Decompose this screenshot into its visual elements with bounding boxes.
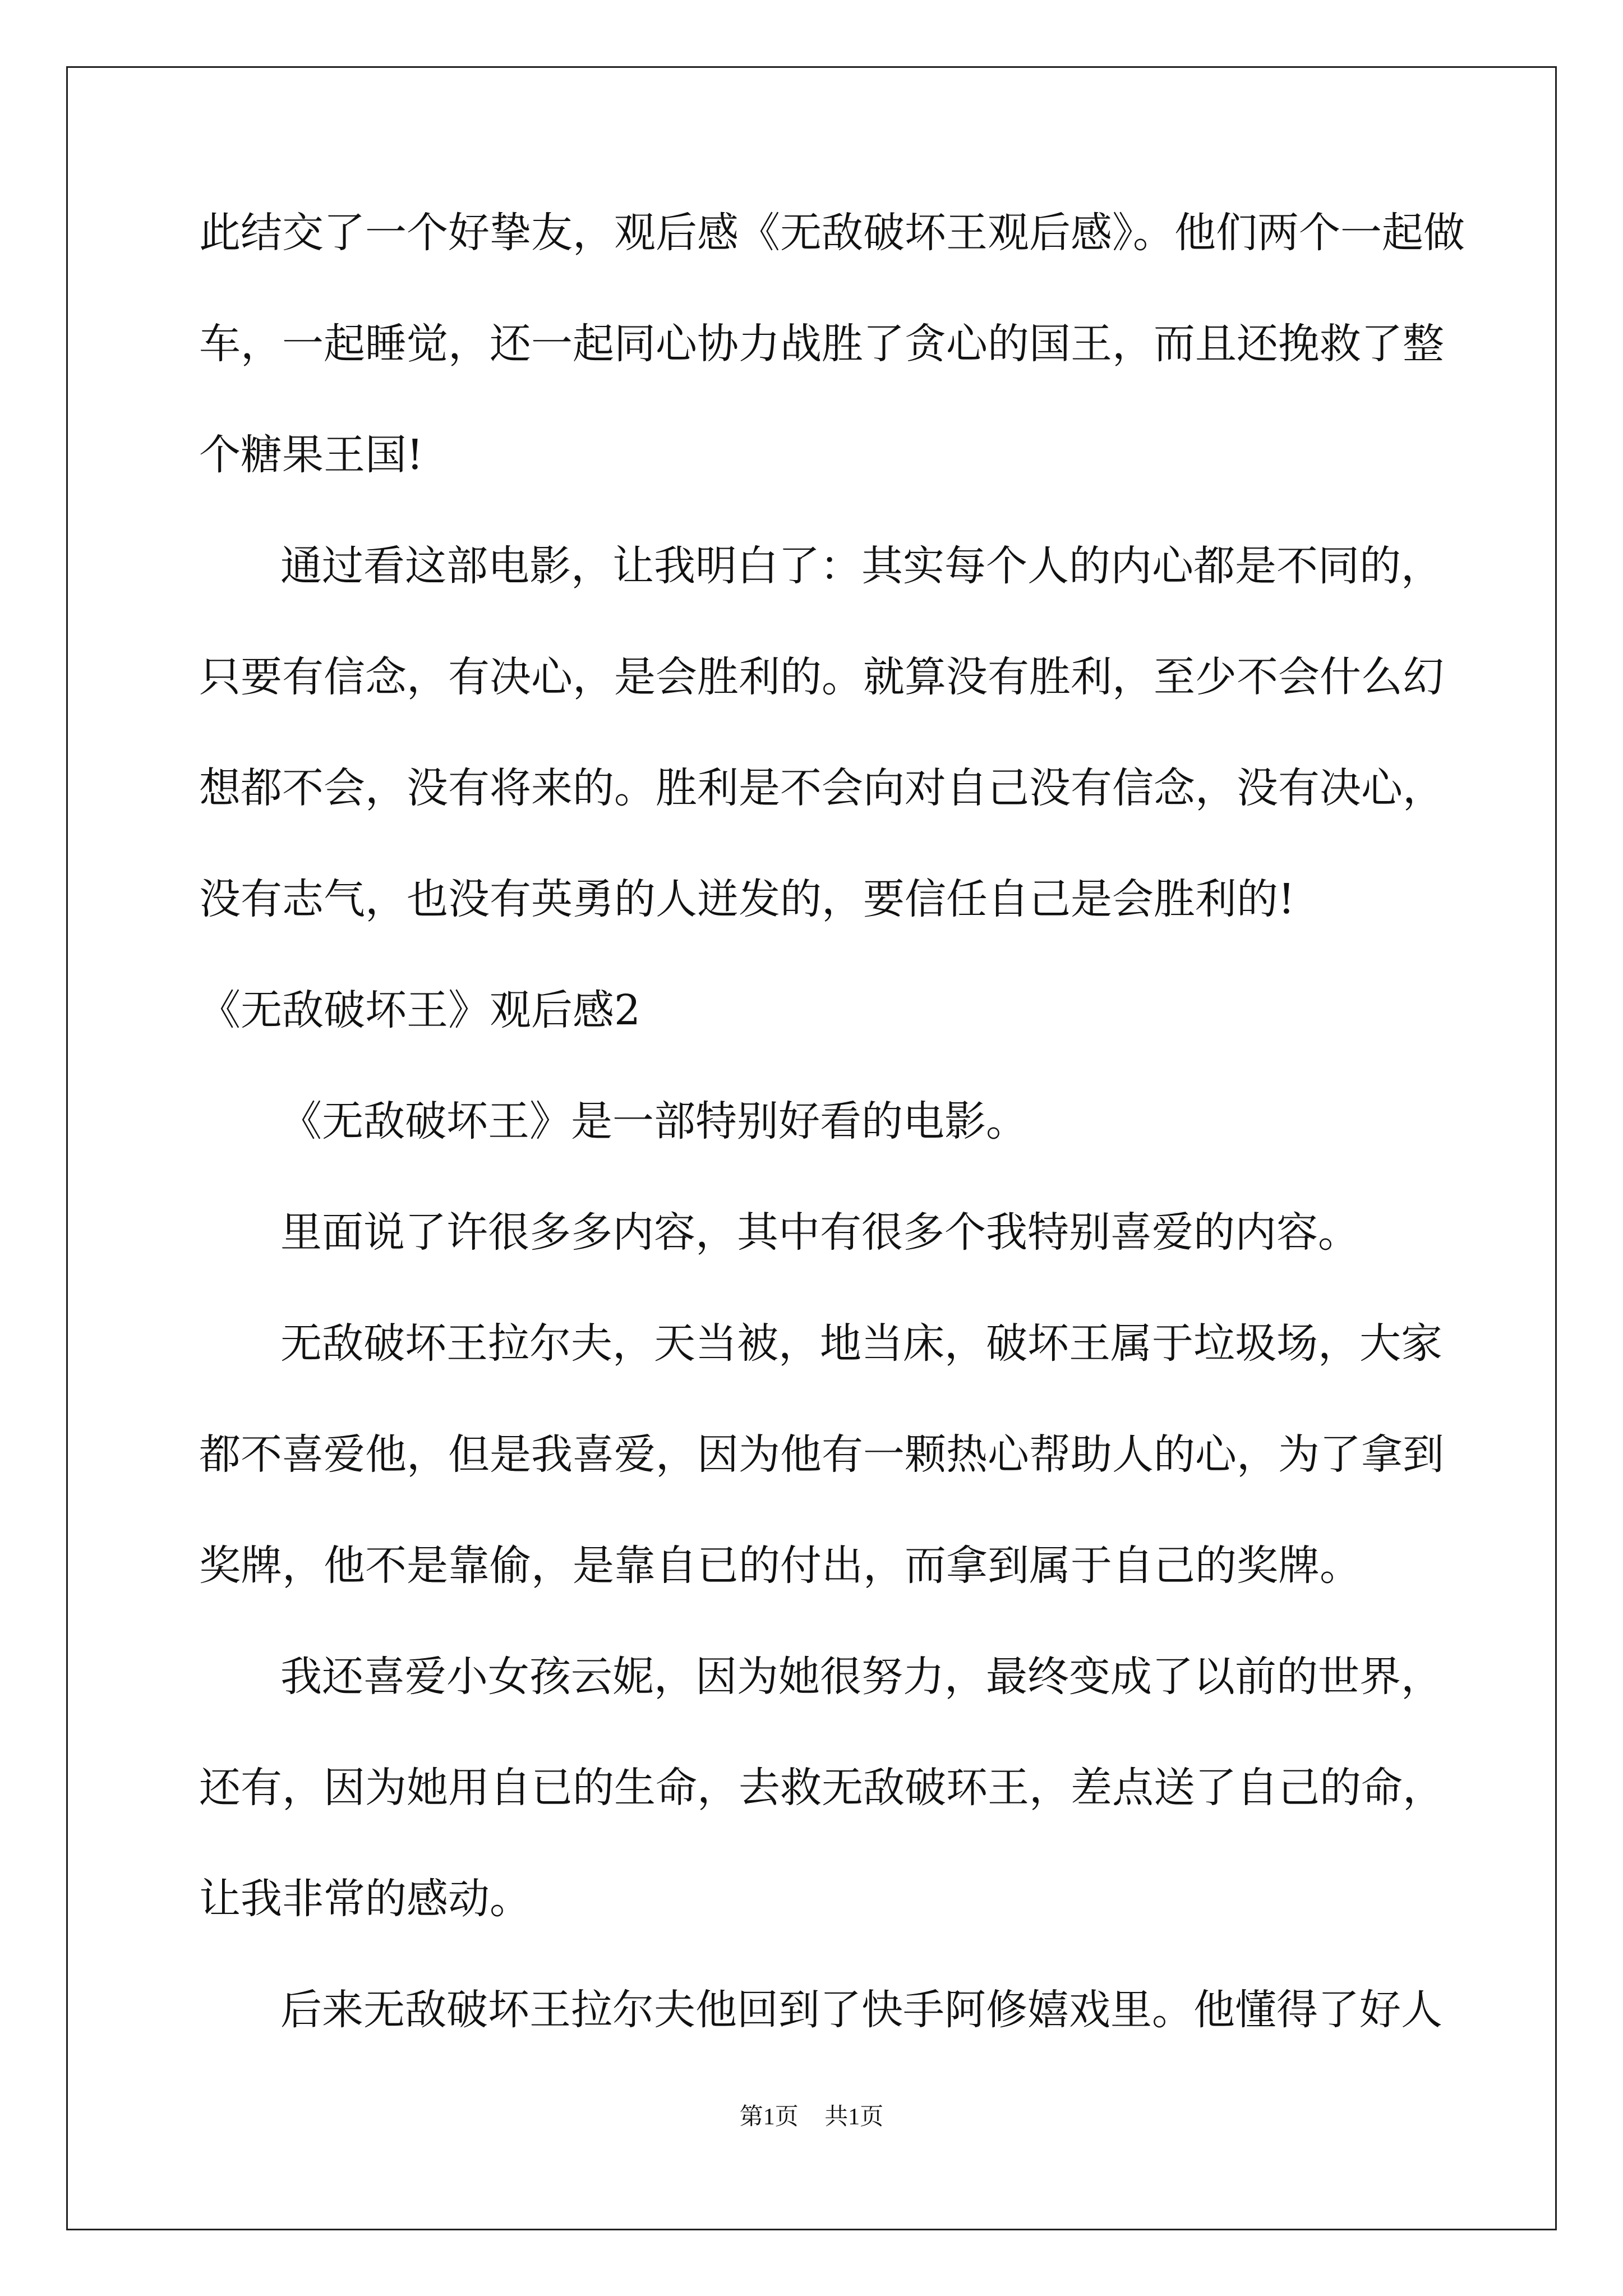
paragraph-first-line: 无敌破坏王拉尔夫，天当被，地当床，破坏王属于垃圾场，大家 (280, 1319, 1442, 1368)
text-line: 奖牌，他不是靠偷，是靠自已的付出，而拿到属于自己的奖牌。 (199, 1542, 1361, 1590)
page-total: 共1页 (824, 2104, 884, 2130)
paragraph-first-line: 我还喜爱小女孩云妮，因为她很努力，最终变成了以前的世界， (280, 1653, 1442, 1701)
text-line: 车，一起睡觉，还一起同心协力战胜了贪心的国王，而且还挽救了整 (199, 320, 1444, 368)
text-line: 只要有信念，有决心，是会胜利的。就算没有胜利，至少不会什么幻 (199, 653, 1444, 701)
paragraph-first-line: 后来无敌破坏王拉尔夫他回到了快手阿修嬉戏里。他懂得了好人 (280, 1986, 1442, 2034)
section-heading: 《无敌破坏王》观后感2 (199, 986, 641, 1034)
text-line: 想都不会，没有将来的。胜利是不会向对自己没有信念，没有决心， (199, 764, 1444, 812)
paragraph-first-line: 里面说了许很多多内容，其中有很多个我特别喜爱的内容。 (280, 1208, 1359, 1257)
paragraph-first-line: 《无敌破坏王》是一部特别好看的电影。 (280, 1097, 1027, 1145)
text-line: 此结交了一个好挚友，观后感《无敌破坏王观后感》。他们两个一起做 (199, 209, 1465, 257)
text-line: 没有志气，也没有英勇的人迸发的，要信任自己是会胜利的! (199, 875, 1295, 923)
text-line: 还有，因为她用自已的生命，去救无敌破环王，差点送了自己的命， (199, 1764, 1444, 1812)
text-line: 让我非常的感动。 (199, 1875, 531, 1923)
text-line: 个糖果王国! (199, 431, 423, 479)
text-line: 都不喜爱他，但是我喜爱，因为他有一颗热心帮助人的心，为了拿到 (199, 1430, 1444, 1479)
page-number: 第1页 (739, 2104, 799, 2130)
paragraph-first-line: 通过看这部电影，让我明白了：其实每个人的内心都是不同的， (280, 542, 1442, 590)
page-footer (0, 2098, 1623, 2132)
